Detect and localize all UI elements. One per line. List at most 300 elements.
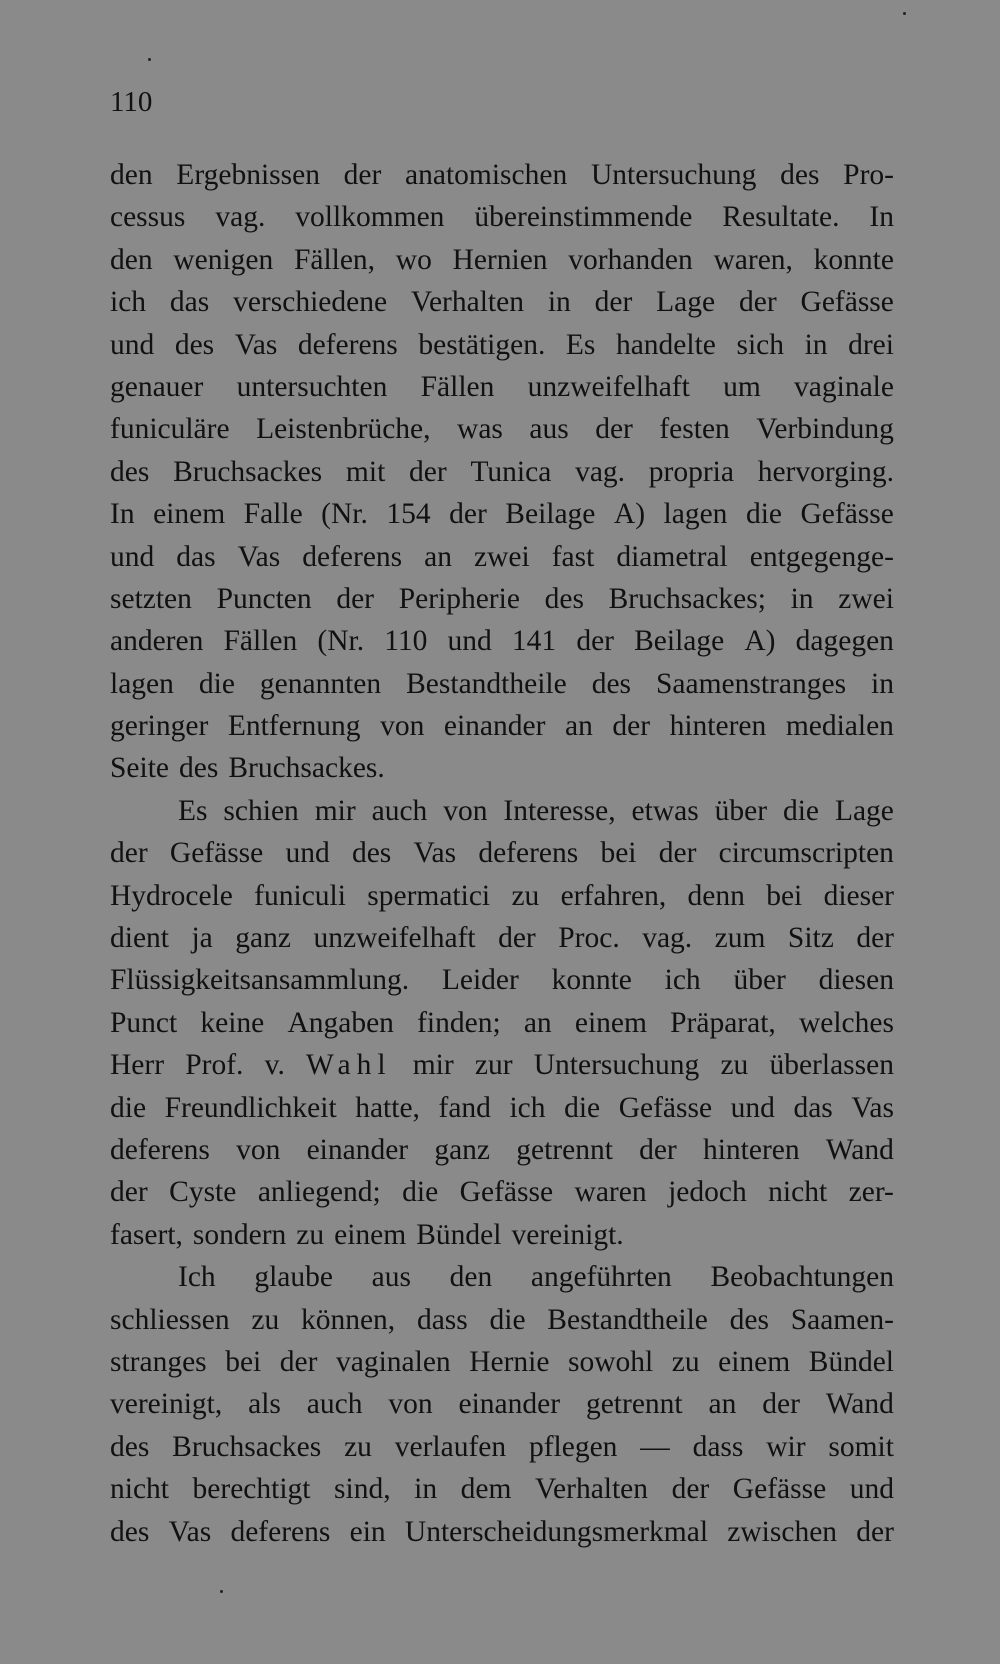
text-line bbox=[110, 1383, 894, 1425]
word: vag. bbox=[575, 455, 626, 488]
word: bei bbox=[225, 1345, 262, 1378]
word: Hernien bbox=[452, 243, 548, 276]
word: schien bbox=[223, 794, 299, 827]
word: Ich bbox=[178, 1261, 216, 1294]
word: Gefässe bbox=[732, 1473, 827, 1506]
text-line bbox=[110, 281, 894, 323]
word: Verhalten bbox=[410, 286, 524, 319]
word: welches bbox=[798, 1006, 894, 1039]
word: Leider bbox=[441, 964, 519, 997]
word: vaginalen bbox=[335, 1345, 451, 1378]
word: hinteren bbox=[669, 710, 767, 743]
word: getrennt bbox=[516, 1133, 613, 1166]
word: zum bbox=[714, 922, 766, 955]
word: 110 bbox=[384, 625, 428, 658]
word: die bbox=[564, 1091, 601, 1124]
word: und bbox=[849, 1473, 894, 1506]
word: dem bbox=[460, 1473, 512, 1506]
word: Proc. bbox=[558, 922, 620, 955]
word: von bbox=[388, 1388, 433, 1421]
word: ich bbox=[110, 286, 147, 319]
word: glaube bbox=[254, 1261, 333, 1294]
word: sowohl bbox=[568, 1345, 654, 1378]
word: fast bbox=[551, 540, 595, 573]
word: ganz bbox=[235, 922, 291, 955]
word: Interesse, bbox=[503, 794, 616, 827]
word: ich bbox=[664, 964, 701, 997]
word: hatte, bbox=[355, 1091, 420, 1124]
word: dient bbox=[110, 922, 169, 955]
word: der bbox=[498, 922, 536, 955]
text-line bbox=[110, 959, 894, 1001]
word: Puncten bbox=[216, 582, 312, 615]
word: deferens bbox=[302, 540, 403, 573]
word: konnte bbox=[551, 964, 632, 997]
word: — bbox=[640, 1430, 670, 1463]
word: ich bbox=[509, 1091, 546, 1124]
text-line bbox=[110, 1256, 894, 1298]
word: der bbox=[336, 582, 374, 615]
word: einem bbox=[153, 498, 226, 531]
word: der bbox=[856, 922, 894, 955]
word: und bbox=[730, 1091, 775, 1124]
word: genannten bbox=[259, 667, 382, 700]
word: zu bbox=[720, 1049, 749, 1082]
word: des bbox=[179, 752, 219, 785]
word: hinteren bbox=[702, 1133, 800, 1166]
word: der bbox=[595, 413, 633, 446]
text-line bbox=[110, 154, 894, 196]
word: medialen bbox=[785, 710, 894, 743]
word: Hydrocele bbox=[110, 879, 233, 912]
text-line bbox=[110, 917, 894, 959]
word: über bbox=[733, 964, 786, 997]
word: der bbox=[279, 1345, 318, 1378]
word: deferens bbox=[297, 328, 398, 361]
word: der bbox=[576, 625, 614, 658]
word: als bbox=[248, 1388, 281, 1421]
word: Wand bbox=[825, 1388, 894, 1421]
word: angeführten bbox=[530, 1261, 672, 1294]
word: spermatici bbox=[367, 879, 491, 912]
word: zwischen bbox=[727, 1515, 838, 1548]
word: zer- bbox=[848, 1176, 894, 1209]
word: Beilage bbox=[505, 498, 596, 531]
word: Untersuchung bbox=[590, 159, 757, 191]
word: der bbox=[110, 837, 148, 870]
word: des bbox=[351, 837, 392, 870]
word: Wand bbox=[825, 1133, 894, 1166]
word: Fällen, bbox=[293, 243, 376, 276]
word: diametral bbox=[616, 540, 728, 573]
word: stranges bbox=[110, 1345, 207, 1378]
text-line bbox=[110, 1426, 894, 1468]
word: ja bbox=[191, 922, 213, 955]
text-line bbox=[110, 620, 894, 662]
text-line bbox=[110, 451, 894, 493]
word: Bruchsackes; bbox=[608, 582, 766, 615]
word: des bbox=[780, 159, 820, 191]
word: propria bbox=[648, 455, 734, 488]
word: Gefässe bbox=[618, 1091, 713, 1124]
word: Es bbox=[565, 328, 596, 361]
word: sind, bbox=[334, 1473, 391, 1506]
word: die bbox=[198, 667, 235, 700]
text-line bbox=[110, 1087, 894, 1129]
word: deferens bbox=[110, 1133, 210, 1166]
word: vag. bbox=[642, 922, 693, 955]
word: Lage bbox=[834, 794, 894, 827]
word: Bestandtheile bbox=[406, 667, 567, 700]
word: zu bbox=[251, 1303, 280, 1336]
text-line bbox=[110, 1002, 894, 1044]
word: ganz bbox=[434, 1133, 491, 1166]
word: zwei bbox=[474, 540, 530, 573]
word: handelte bbox=[615, 328, 716, 361]
word: der bbox=[762, 1388, 800, 1421]
word: des bbox=[110, 455, 150, 488]
word: Lage bbox=[656, 286, 716, 319]
word: verlaufen bbox=[394, 1430, 507, 1463]
word: lagen bbox=[110, 667, 174, 700]
word: (Nr. bbox=[317, 625, 365, 658]
page-number: 110 bbox=[110, 86, 153, 118]
word: an bbox=[424, 540, 453, 573]
word: vorhanden bbox=[568, 243, 693, 276]
word: Bündel bbox=[416, 1218, 502, 1251]
word: Herr bbox=[110, 1049, 165, 1082]
word: zu bbox=[296, 1218, 325, 1251]
word: anderen bbox=[110, 625, 204, 658]
word: des bbox=[174, 328, 215, 361]
word: Seite bbox=[110, 752, 169, 785]
word: A) bbox=[744, 625, 776, 658]
word: übereinstimmende bbox=[474, 201, 693, 234]
word: der bbox=[612, 710, 651, 743]
word: dagegen bbox=[795, 625, 894, 658]
word: fand bbox=[438, 1091, 491, 1124]
word: des bbox=[110, 1515, 150, 1548]
word: zu bbox=[344, 1430, 372, 1463]
word: aus bbox=[371, 1261, 411, 1294]
text-line bbox=[110, 1214, 894, 1256]
word: anatomischen bbox=[405, 159, 568, 191]
word: mir bbox=[412, 1049, 454, 1082]
text-line bbox=[110, 1299, 894, 1341]
word: den bbox=[110, 159, 153, 191]
word: jedoch bbox=[668, 1176, 747, 1209]
word: Leistenbrüche, bbox=[256, 413, 431, 446]
word: Entfernung bbox=[227, 710, 361, 743]
word: Fällen bbox=[420, 370, 495, 403]
word: zu bbox=[511, 879, 540, 912]
word: Verbindung bbox=[756, 413, 894, 446]
word: dieser bbox=[823, 879, 894, 912]
word: den bbox=[110, 243, 153, 276]
word: berechtigt bbox=[192, 1473, 311, 1506]
text-line bbox=[110, 1129, 894, 1171]
word: der bbox=[856, 1515, 894, 1548]
word: Gefässe bbox=[800, 286, 894, 319]
word: 141 bbox=[511, 625, 557, 658]
word: Saamenstranges bbox=[656, 667, 847, 700]
text-line bbox=[110, 790, 894, 832]
word: Saamen- bbox=[790, 1303, 894, 1336]
word: funiculi bbox=[254, 879, 346, 912]
word: nicht bbox=[768, 1176, 828, 1209]
word: der bbox=[110, 1176, 148, 1209]
word: und bbox=[110, 540, 155, 573]
word: bei bbox=[766, 879, 803, 912]
text-line bbox=[110, 875, 894, 917]
word: Bruchsackes. bbox=[228, 752, 385, 785]
word: Angaben bbox=[287, 1006, 394, 1039]
word: Gefässe bbox=[800, 498, 894, 531]
word: diesen bbox=[818, 964, 894, 997]
word: entgegenge- bbox=[749, 540, 894, 573]
word: geringer bbox=[110, 710, 209, 743]
text-line bbox=[110, 196, 894, 238]
word: Resultate. bbox=[722, 201, 840, 234]
word: einem bbox=[718, 1345, 791, 1378]
word: vaginale bbox=[794, 370, 894, 403]
word: Unterscheidungsmerkmal bbox=[404, 1515, 709, 1548]
word: anliegend; bbox=[257, 1176, 381, 1209]
word: Cyste bbox=[169, 1176, 237, 1209]
word: Peripherie bbox=[398, 582, 520, 615]
word: der bbox=[594, 286, 633, 319]
word: Bestandtheile bbox=[547, 1303, 708, 1336]
word: einem bbox=[334, 1218, 407, 1251]
word: Vas bbox=[168, 1515, 212, 1548]
word: Bruchsackes bbox=[172, 1430, 322, 1463]
word: drei bbox=[848, 328, 894, 361]
word: das bbox=[176, 540, 216, 573]
word: ein bbox=[349, 1515, 386, 1548]
word: In bbox=[869, 201, 894, 234]
word: festen bbox=[659, 413, 730, 446]
word: den bbox=[449, 1261, 493, 1294]
word: 154 bbox=[386, 498, 431, 531]
word: lagen bbox=[663, 498, 728, 531]
word: waren, bbox=[713, 243, 793, 276]
word: Prof. bbox=[185, 1049, 244, 1082]
word: vereinigt. bbox=[511, 1218, 624, 1251]
text-line bbox=[110, 536, 894, 578]
word: um bbox=[723, 370, 761, 403]
word: funiculäre bbox=[110, 413, 230, 446]
word: waren bbox=[574, 1176, 647, 1209]
word: mir bbox=[314, 794, 356, 827]
word: konnte bbox=[813, 243, 894, 276]
word: auch bbox=[371, 794, 428, 827]
word: der bbox=[738, 286, 777, 319]
text-line bbox=[110, 239, 894, 281]
word: Bündel bbox=[808, 1345, 894, 1378]
text-line bbox=[110, 493, 894, 535]
word: somit bbox=[828, 1430, 894, 1463]
word: des bbox=[591, 667, 632, 700]
word: hervorging. bbox=[757, 455, 894, 488]
word: Tunica bbox=[470, 455, 552, 488]
word: Fällen bbox=[223, 625, 298, 658]
text-line bbox=[110, 747, 894, 789]
text-line bbox=[110, 366, 894, 408]
word: finden; bbox=[417, 1006, 501, 1039]
word: Verhalten bbox=[535, 1473, 649, 1506]
word: etwas bbox=[631, 794, 699, 827]
word: auch bbox=[306, 1388, 363, 1421]
word: des bbox=[110, 1430, 150, 1463]
word: Pro- bbox=[843, 159, 894, 191]
word: Hernie bbox=[469, 1345, 550, 1378]
word: bestätigen. bbox=[418, 328, 546, 361]
word: deferens bbox=[478, 837, 579, 870]
word: unzweifelhaft bbox=[313, 922, 476, 955]
scan-speck bbox=[903, 12, 906, 15]
word: vereinigt, bbox=[110, 1388, 223, 1421]
word: dass bbox=[692, 1430, 744, 1463]
text-line bbox=[110, 1341, 894, 1383]
word: keine bbox=[200, 1006, 265, 1039]
word: von bbox=[236, 1133, 281, 1166]
word: der bbox=[639, 1133, 677, 1166]
word: und bbox=[285, 837, 330, 870]
word: denn bbox=[687, 879, 745, 912]
text-line bbox=[110, 578, 894, 620]
word: in bbox=[547, 286, 571, 319]
word: des bbox=[729, 1303, 769, 1336]
word: aus bbox=[529, 413, 569, 446]
word: untersuchten bbox=[236, 370, 388, 403]
word: Untersuchung bbox=[533, 1049, 700, 1082]
word: cessus bbox=[110, 201, 186, 234]
word: Freundlichkeit bbox=[164, 1091, 337, 1124]
word: an bbox=[523, 1006, 552, 1039]
word: was bbox=[457, 413, 503, 446]
word: und bbox=[447, 625, 492, 658]
word: an bbox=[708, 1388, 737, 1421]
word: Punct bbox=[110, 1006, 178, 1039]
word: in bbox=[790, 582, 814, 615]
word: einander bbox=[458, 1388, 561, 1421]
word: die bbox=[745, 498, 782, 531]
word: Bruchsackes bbox=[173, 455, 323, 488]
word: zwei bbox=[838, 582, 894, 615]
scan-speck bbox=[220, 1590, 223, 1593]
text-line bbox=[110, 1468, 894, 1510]
word: deferens bbox=[230, 1515, 331, 1548]
word: bei bbox=[600, 837, 637, 870]
word: über bbox=[714, 794, 768, 827]
word: nicht bbox=[110, 1473, 169, 1506]
word: pflegen bbox=[528, 1430, 618, 1463]
word: in bbox=[414, 1473, 438, 1506]
word: Vas bbox=[851, 1091, 894, 1124]
text-line bbox=[110, 408, 894, 450]
word: In bbox=[110, 498, 135, 531]
word: des bbox=[544, 582, 584, 615]
word: circumscripten bbox=[718, 837, 894, 870]
word: Sitz bbox=[787, 922, 834, 955]
word: vollkommen bbox=[295, 201, 445, 234]
word: wo bbox=[395, 243, 432, 276]
word: sich bbox=[736, 328, 784, 361]
text-line bbox=[110, 324, 894, 366]
word: Gefässe bbox=[459, 1176, 554, 1209]
word: der bbox=[343, 159, 382, 191]
word: in bbox=[871, 667, 894, 700]
word: wenigen bbox=[173, 243, 274, 276]
word: an bbox=[565, 710, 593, 743]
word: von bbox=[380, 710, 425, 743]
word: setzten bbox=[110, 582, 192, 615]
word: v. bbox=[264, 1049, 285, 1082]
word: erfahren, bbox=[560, 879, 667, 912]
word: die bbox=[402, 1176, 439, 1209]
word: der bbox=[671, 1473, 710, 1506]
scan-speck bbox=[148, 58, 151, 61]
word: die bbox=[782, 794, 820, 827]
word: Gefässe bbox=[169, 837, 264, 870]
word: Vas bbox=[234, 328, 278, 361]
word: das bbox=[169, 286, 210, 319]
word: vag. bbox=[215, 201, 266, 234]
text-line bbox=[110, 1171, 894, 1213]
word: Es bbox=[178, 794, 208, 827]
word: schliessen bbox=[110, 1303, 230, 1336]
word: genauer bbox=[110, 370, 204, 403]
word: einander bbox=[443, 710, 546, 743]
word: zu bbox=[671, 1345, 700, 1378]
word: wir bbox=[766, 1430, 806, 1463]
word: das bbox=[793, 1091, 833, 1124]
text-line bbox=[110, 1044, 894, 1086]
word: und bbox=[110, 328, 155, 361]
word: der bbox=[449, 498, 487, 531]
word: die bbox=[489, 1303, 526, 1336]
word: getrennt bbox=[585, 1388, 683, 1421]
word: sondern bbox=[192, 1218, 287, 1251]
word: zur bbox=[474, 1049, 513, 1082]
body-text bbox=[110, 154, 894, 1553]
word: können, bbox=[300, 1303, 396, 1336]
word: verschiedene bbox=[233, 286, 388, 319]
text-line bbox=[110, 832, 894, 874]
word: Beilage bbox=[634, 625, 725, 658]
text-line bbox=[110, 663, 894, 705]
word: dass bbox=[416, 1303, 468, 1336]
word: von bbox=[443, 794, 488, 827]
spaced-name: Wahl bbox=[306, 1049, 392, 1082]
word: Ergebnissen bbox=[176, 159, 320, 191]
word: der bbox=[658, 837, 697, 870]
word: unzweifelhaft bbox=[527, 370, 690, 403]
word: mit bbox=[345, 455, 386, 488]
word: einander bbox=[306, 1133, 409, 1166]
word: Vas bbox=[413, 837, 457, 870]
word: Falle bbox=[243, 498, 303, 531]
word: überlassen bbox=[769, 1049, 894, 1082]
word: die bbox=[110, 1091, 147, 1124]
word: Beobachtungen bbox=[710, 1261, 894, 1294]
text-line bbox=[110, 705, 894, 747]
text-line bbox=[110, 1511, 894, 1553]
word: einem bbox=[574, 1006, 647, 1039]
word: A) bbox=[613, 498, 646, 531]
word: Präparat, bbox=[670, 1006, 776, 1039]
word: (Nr. bbox=[321, 498, 368, 531]
